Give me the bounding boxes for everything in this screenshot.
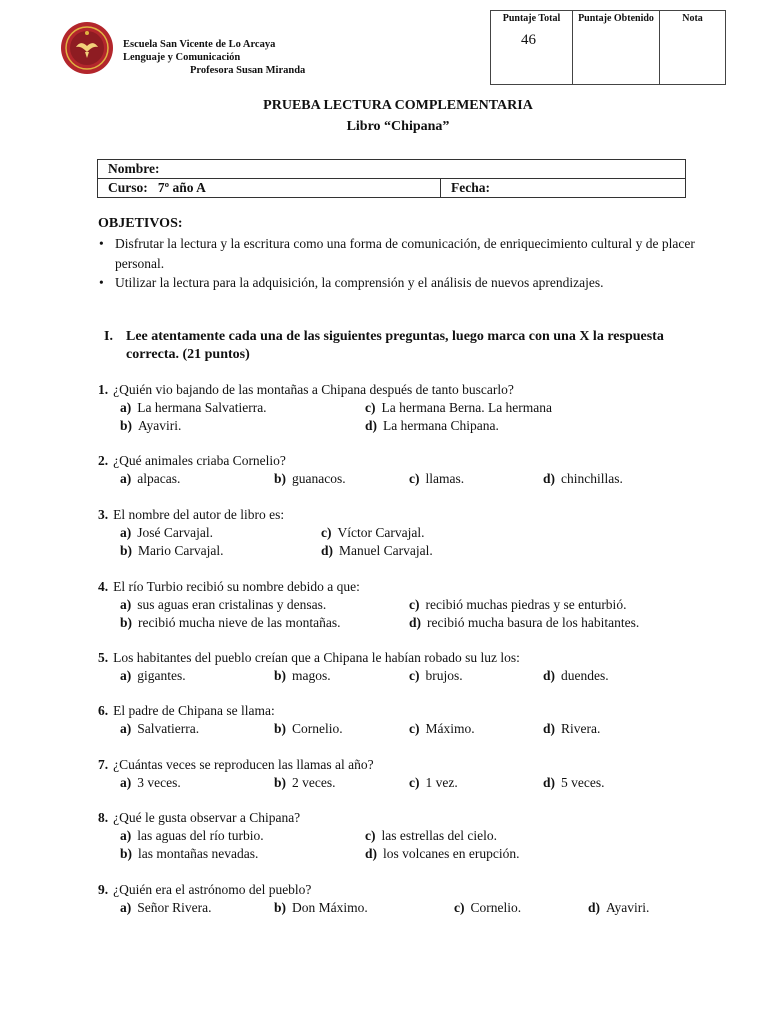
page-subtitle: Libro “Chipana” [346,119,450,134]
option-letter: a) [120,597,132,612]
option-text: Mario Carvajal. [138,543,224,558]
question-7 [98,756,738,792]
option-text: Señor Rivera. [137,900,212,915]
option-letter: b) [274,668,287,683]
answer-option[interactable] [120,667,186,685]
option-text: magos. [292,668,331,683]
bullet-icon: • [99,236,104,251]
objectives-title: OBJETIVOS: [98,216,183,231]
answer-option[interactable] [588,899,649,917]
course-label: Curso: [108,180,148,195]
objective-item [99,234,709,273]
option-text: las estrellas del cielo. [381,828,497,843]
option-text: recibió muchas piedras y se enturbió. [425,597,627,612]
answer-option[interactable] [120,827,264,845]
option-text: Cornelio. [470,900,522,915]
question-text: Los habitantes del pueblo creían que a Chipana le habían robado su luz los: [113,650,520,665]
name-field[interactable] [98,160,686,179]
score-table [490,10,726,85]
school-logo [60,21,114,75]
option-text: llamas. [425,471,465,486]
option-text: Máximo. [425,721,475,736]
objectives-list [99,234,709,293]
question-9 [98,881,738,917]
question-text: El nombre del autor de libro es: [113,507,285,522]
question-stem [98,452,738,470]
option-letter: b) [120,615,133,630]
option-text: Víctor Carvajal. [337,525,425,540]
answer-option[interactable] [365,417,499,435]
option-letter: d) [409,615,422,630]
answer-option[interactable] [274,470,346,488]
options-row [98,596,738,614]
options-row [98,399,738,417]
question-number: 8. [98,810,109,825]
question-number: 1. [98,382,109,397]
answer-option[interactable] [454,899,521,917]
option-letter: c) [409,721,420,736]
option-letter: c) [409,471,420,486]
answer-option[interactable] [543,470,623,488]
section-text: Lee atentamente cada una de las siguientes preguntas, luego marca con una X la respuesta correcta. (21 puntos) [126,329,664,362]
question-6 [98,702,738,738]
answer-option[interactable] [120,524,213,542]
school-name: Escuela San Vicente de Lo Arcaya [123,39,276,50]
option-text: 1 vez. [425,775,458,790]
answer-option[interactable] [409,720,475,738]
option-text: alpacas. [137,471,181,486]
option-letter: d) [321,543,334,558]
option-text: guanacos. [292,471,346,486]
answer-option[interactable] [409,596,626,614]
question-stem [98,649,738,667]
option-text: sus aguas eran cristalinas y densas. [137,597,327,612]
option-text: Manuel Carvajal. [339,543,433,558]
question-text: ¿Quién era el astrónomo del pueblo? [113,882,312,897]
question-stem [98,506,738,524]
options-row [98,899,738,917]
option-text: Don Máximo. [292,900,368,915]
option-text: Cornelio. [292,721,343,736]
answer-option[interactable] [120,845,258,863]
options-row [98,470,738,488]
name-label: Nombre: [108,161,160,176]
question-number: 7. [98,757,109,772]
question-number: 9. [98,882,109,897]
question-text: El río Turbio recibió su nombre debido a que: [113,579,360,594]
question-stem [98,578,738,596]
question-text: El padre de Chipana se llama: [113,703,275,718]
question-stem [98,756,738,774]
option-text: 2 veces. [292,775,336,790]
teacher-name: Profesora Susan Miranda [190,65,306,76]
question-number: 2. [98,453,109,468]
option-text: José Carvajal. [137,525,213,540]
option-text: Ayaviri. [606,900,650,915]
question-stem [98,881,738,899]
option-letter: d) [365,418,378,433]
options-row [98,667,738,685]
school-header [123,38,305,77]
total-score-label: Puntaje Total [502,13,561,24]
options-row [98,417,738,435]
total-score-value: 46 [521,32,536,48]
option-text: La hermana Chipana. [383,418,499,433]
answer-option[interactable] [120,596,326,614]
question-4 [98,578,738,632]
option-letter: c) [409,775,420,790]
option-text: recibió mucha basura de los habitantes. [427,615,640,630]
option-text: 3 veces. [137,775,181,790]
student-info-table [97,159,686,198]
objective-text: Disfrutar la lectura y la escritura como una forma de comunicación, de enriquecimiento cultural y de placer personal. [115,236,695,271]
objective-item [99,273,709,293]
option-letter: b) [120,846,133,861]
options-row [98,845,738,863]
option-letter: a) [120,775,132,790]
question-5 [98,649,738,685]
option-text: 5 veces. [561,775,605,790]
option-text: los volcanes en erupción. [383,846,520,861]
option-text: las aguas del río turbio. [137,828,264,843]
options-row [98,827,738,845]
option-letter: c) [365,828,376,843]
option-letter: d) [543,471,556,486]
option-text: duendes. [561,668,609,683]
option-letter: b) [274,721,287,736]
question-number: 5. [98,650,109,665]
course-field[interactable] [98,179,441,198]
answer-option[interactable] [120,417,181,435]
question-number: 4. [98,579,109,594]
options-row [98,542,738,560]
answer-option[interactable] [120,542,224,560]
question-text: ¿Qué animales criaba Cornelio? [113,453,286,468]
option-letter: d) [543,668,556,683]
options-row [98,720,738,738]
question-number: 3. [98,507,109,522]
question-text: ¿Quién vio bajando de las montañas a Chipana después de tanto buscarlo? [113,382,514,397]
options-row [98,774,738,792]
answer-option[interactable] [274,774,336,792]
option-letter: b) [274,775,287,790]
option-letter: a) [120,900,132,915]
option-text: Ayaviri. [138,418,182,433]
question-stem [98,702,738,720]
options-row [98,614,738,632]
option-letter: a) [120,828,132,843]
option-letter: a) [120,525,132,540]
option-letter: b) [274,900,287,915]
option-text: La hermana Berna. La hermana [381,400,553,415]
option-letter: a) [120,400,132,415]
answer-option[interactable] [120,399,267,417]
answer-option[interactable] [321,542,433,560]
answer-option[interactable] [543,667,609,685]
date-label: Fecha: [451,180,490,195]
option-letter: d) [588,900,601,915]
page-title: PRUEBA LECTURA COMPLEMENTARIA [263,98,533,113]
option-letter: c) [454,900,465,915]
section-instructions [104,328,664,364]
answer-option[interactable] [274,899,368,917]
answer-option[interactable] [120,774,181,792]
option-letter: a) [120,668,132,683]
question-8 [98,809,738,863]
objective-text: Utilizar la lectura para la adquisición, la comprensión y el análisis de nuevos aprendizajes. [115,275,604,290]
option-text: recibió mucha nieve de las montañas. [138,615,341,630]
option-text: Salvatierra. [137,721,200,736]
answer-option[interactable] [274,667,331,685]
answer-option[interactable] [365,845,519,863]
grade-label: Nota [682,13,703,24]
obtained-score-cell[interactable] [573,11,660,85]
answer-option[interactable] [120,899,211,917]
option-text: brujos. [425,668,463,683]
option-letter: b) [120,543,133,558]
answer-option[interactable] [409,470,464,488]
option-text: las montañas nevadas. [138,846,259,861]
bullet-icon: • [99,275,104,290]
answer-option[interactable] [365,827,497,845]
option-letter: d) [543,721,556,736]
option-letter: b) [120,418,133,433]
answer-option[interactable] [365,399,552,417]
answer-option[interactable] [274,720,343,738]
answer-option[interactable] [120,720,199,738]
obtained-score-label: Puntaje Obtenido [578,13,654,24]
total-score-cell [491,11,573,85]
option-letter: d) [365,846,378,861]
question-number: 6. [98,703,109,718]
question-3 [98,506,738,560]
option-letter: c) [321,525,332,540]
option-letter: a) [120,721,132,736]
options-row [98,524,738,542]
option-letter: c) [409,597,420,612]
course-value: 7º año A [157,180,206,195]
question-text: ¿Cuántas veces se reproducen las llamas al año? [113,757,374,772]
section-number: I. [104,329,113,344]
answer-option[interactable] [543,720,600,738]
option-text: Rivera. [561,721,601,736]
option-letter: c) [365,400,376,415]
option-letter: d) [543,775,556,790]
answer-option[interactable] [120,614,340,632]
option-letter: c) [409,668,420,683]
date-field[interactable] [441,179,686,198]
answer-option[interactable] [321,524,424,542]
answer-option[interactable] [543,774,605,792]
grade-cell[interactable] [660,11,726,85]
answer-option[interactable] [409,614,639,632]
question-stem [98,809,738,827]
option-text: chinchillas. [561,471,623,486]
question-1 [98,381,738,435]
answer-option[interactable] [409,667,463,685]
option-text: gigantes. [137,668,186,683]
question-text: ¿Qué le gusta observar a Chipana? [113,810,301,825]
answer-option[interactable] [409,774,458,792]
answer-option[interactable] [120,470,180,488]
option-text: La hermana Salvatierra. [137,400,267,415]
option-letter: a) [120,471,132,486]
question-stem [98,381,738,399]
option-letter: b) [274,471,287,486]
question-2 [98,452,738,488]
subject-name: Lenguaje y Comunicación [123,52,241,63]
